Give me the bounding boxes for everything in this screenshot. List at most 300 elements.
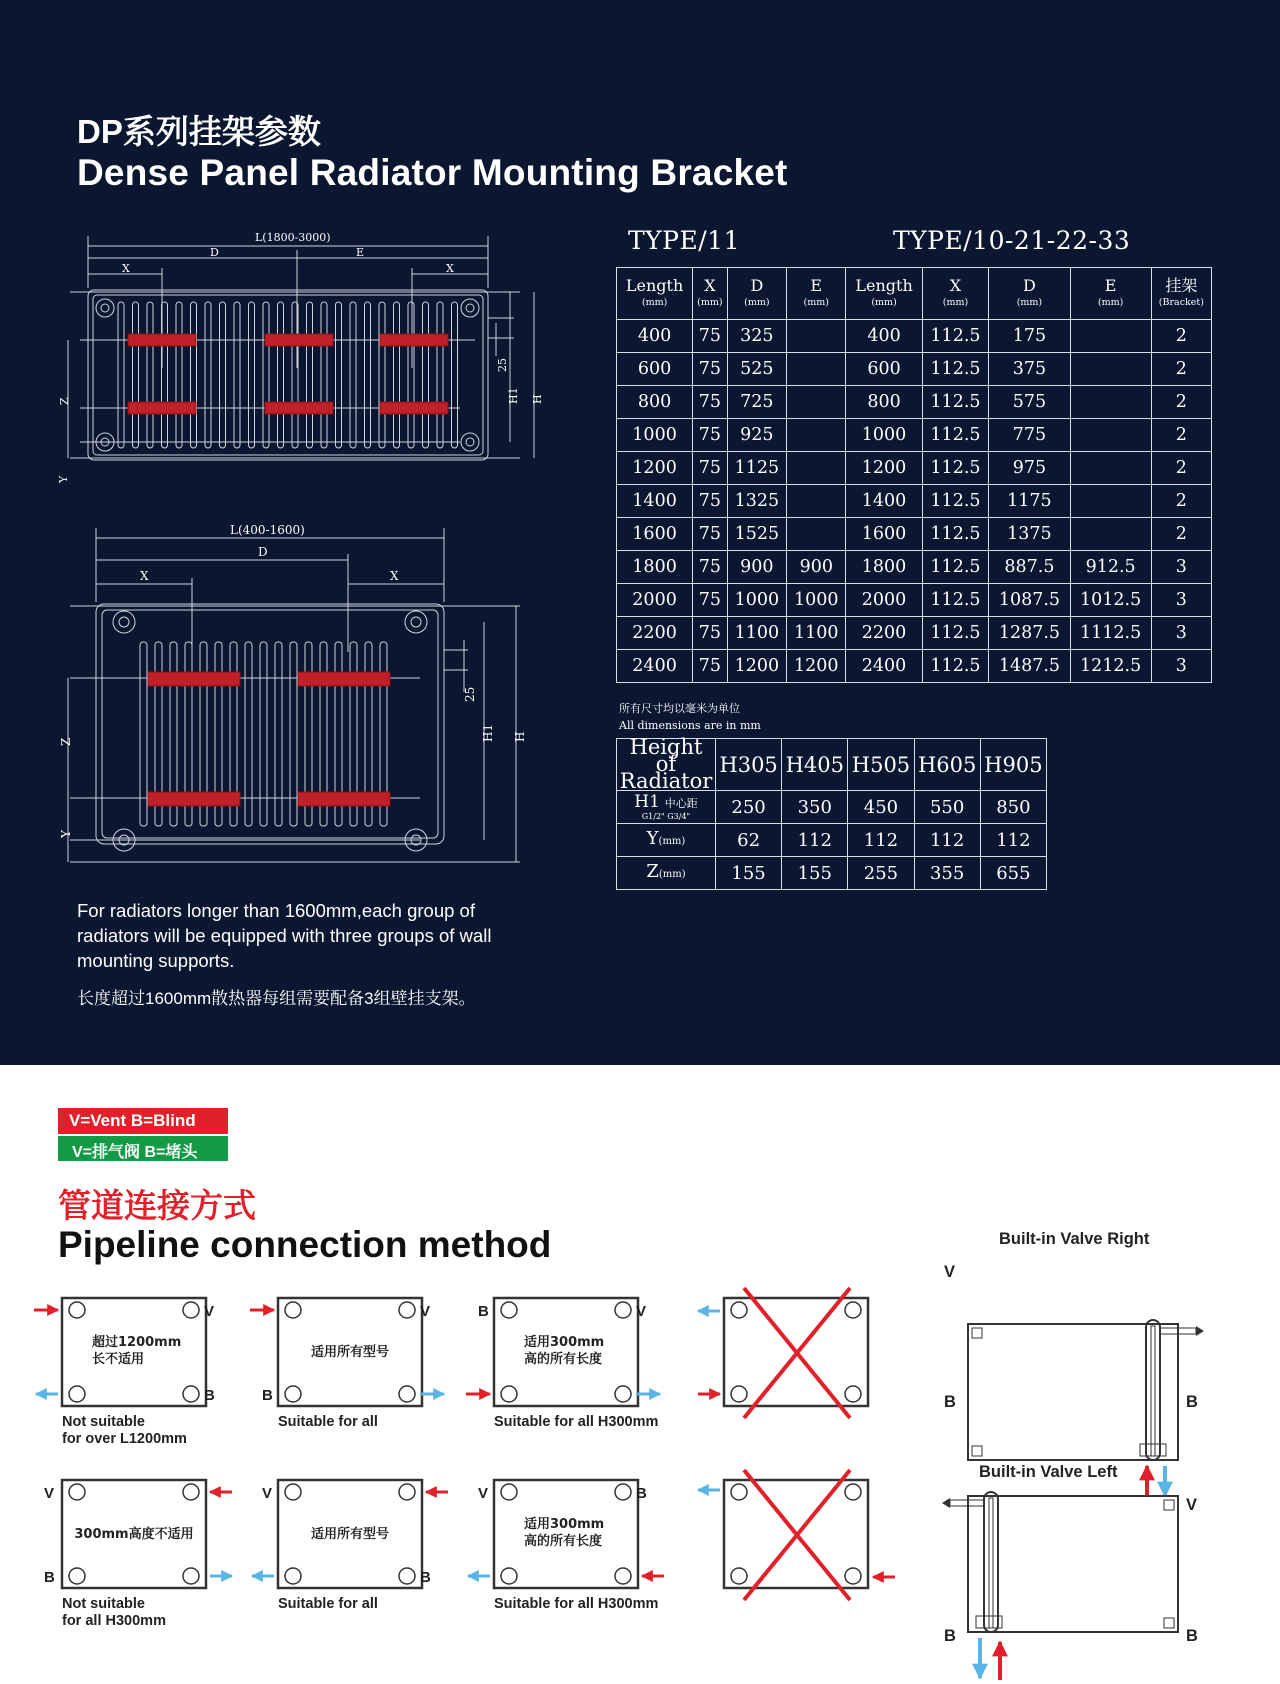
height-header-cell: H505 (848, 739, 914, 791)
units-note (619, 700, 761, 734)
bracket-cell: 925 (727, 419, 786, 452)
panel-caption-line: Not suitable (62, 1596, 145, 1612)
radiator-fin (220, 302, 226, 448)
radiator-fin (350, 302, 356, 448)
port-circle (285, 1484, 301, 1500)
radiator-fin (118, 302, 124, 448)
bracket-cell: 1200 (727, 650, 786, 683)
bracket-cell: 112.5 (922, 584, 989, 617)
bracket-cell: 600 (617, 353, 693, 386)
panel-inner-text: 适用所有型号 (310, 1527, 390, 1542)
valve-left-v: V (1186, 1496, 1198, 1514)
port-circle (183, 1302, 199, 1318)
panel-inner-text: 高的所有长度 (524, 1352, 603, 1367)
port-circle (285, 1568, 301, 1584)
type-11-heading: TYPE/11 (628, 226, 740, 255)
panel-caption (494, 1414, 658, 1431)
dim-e-label: E (356, 246, 365, 259)
bracket-cell: 1375 (989, 518, 1070, 551)
bracket-cell: 75 (693, 584, 727, 617)
dim-d-label: D (258, 545, 268, 559)
vent-label: V (262, 1485, 273, 1502)
bracket-cell: 112.5 (922, 518, 989, 551)
bracket-col-header (693, 268, 727, 320)
port-circle (615, 1302, 631, 1318)
dim-z-label: Z (59, 737, 73, 746)
bracket-cell: 1087.5 (989, 584, 1070, 617)
radiator-fin (321, 302, 327, 448)
bracket-cell: 1325 (727, 485, 786, 518)
h1-value-cell: 350 (782, 791, 848, 824)
bracket-cell (787, 320, 846, 353)
radiator-fin (263, 302, 269, 448)
bracket-cell: 2 (1151, 353, 1211, 386)
panel-inner-text: 适用300mm (524, 1335, 605, 1350)
dim-25-label: 25 (463, 686, 477, 702)
dim-x-left-label: X (122, 262, 130, 275)
port-circle (183, 1484, 199, 1500)
bracket-cell: 3 (1151, 584, 1211, 617)
pipeline-panel (466, 1298, 660, 1406)
panel-inner-text: 300mm高度不适用 (74, 1527, 194, 1542)
page-title-cn: DP系列挂架参数 (77, 113, 321, 150)
bracket-cell: 112.5 (922, 320, 989, 353)
radiator-fin (437, 302, 443, 448)
bracket-cell: 1800 (846, 551, 922, 584)
bracket-table (616, 267, 1212, 683)
bracket-cell: 1200 (787, 650, 846, 683)
bracket-diagram-long (57, 228, 550, 508)
radiator-fin (379, 302, 385, 448)
panel-caption-line: Suitable for all H300mm (494, 1414, 659, 1430)
h1-sub-label: G1/2" G3/4" (641, 811, 691, 821)
y-label: Y (646, 828, 659, 849)
blind-label: B (44, 1569, 55, 1586)
bracket-cell: 800 (617, 386, 693, 419)
port-circle (615, 1484, 631, 1500)
port-circle (399, 1484, 415, 1500)
height-header-cell: H305 (716, 739, 782, 791)
bracket-cell: 112.5 (922, 485, 989, 518)
bracket-cell (787, 518, 846, 551)
bracket-row (617, 452, 1212, 485)
dim-h1-label: H1 (481, 723, 495, 742)
bracket-row (617, 485, 1212, 518)
bracket-cell: 75 (693, 518, 727, 551)
bracket-col-header (727, 268, 786, 320)
bracket-col-unit: (Bracket) (1158, 296, 1204, 308)
h1-value-cell: 250 (716, 791, 782, 824)
dim-y-label: Y (59, 830, 73, 838)
bracket-cell: 912.5 (1070, 551, 1151, 584)
bracket-col-header (922, 268, 989, 320)
bracket-col-unit: (mm) (641, 296, 668, 308)
panel-caption-line: for over L1200mm (62, 1431, 187, 1447)
panel-inner-text: 适用所有型号 (310, 1345, 390, 1360)
radiator-fin (307, 302, 313, 448)
bracket-cell: 1112.5 (1070, 617, 1151, 650)
h1-cn-label: 中心距 (664, 796, 698, 810)
radiator-fin (249, 302, 255, 448)
bracket-row (617, 584, 1212, 617)
bracket-cell: 2 (1151, 485, 1211, 518)
bracket-cell: 112.5 (922, 419, 989, 452)
blind-label: B (636, 1485, 647, 1502)
radiator-fin (423, 302, 429, 448)
bracket-cell: 1600 (846, 518, 922, 551)
port-circle (183, 1568, 199, 1584)
height-corner-label: Height of Radiator (617, 739, 716, 791)
radiator-fin (191, 302, 197, 448)
bracket-cell: 75 (693, 650, 727, 683)
y-value-cell: 112 (782, 824, 848, 857)
y-value-cell: 112 (914, 824, 980, 857)
h1-row-label (617, 791, 716, 824)
y-unit: (mm) (658, 836, 686, 847)
height-table (616, 735, 1047, 890)
valve-right-v: V (944, 1263, 956, 1281)
bracket-cell: 112.5 (922, 650, 989, 683)
y-row-label (617, 824, 716, 857)
h1-label: H1 (634, 791, 660, 812)
radiator-fin (176, 302, 182, 448)
h1-value-cell: 850 (980, 791, 1046, 824)
bracket-cell: 1125 (727, 452, 786, 485)
bracket-cell (1070, 386, 1151, 419)
legend-cn: V=排气阀 B=堵头 (58, 1136, 228, 1161)
bracket-cell: 2200 (846, 617, 922, 650)
bracket-col-header (846, 268, 922, 320)
bracket-col-unit: (mm) (1097, 296, 1124, 308)
bracket-col-unit: (mm) (803, 296, 829, 308)
port-circle (69, 1484, 85, 1500)
panel-caption-line: Not suitable (62, 1414, 145, 1430)
bracket-cell: 112.5 (922, 353, 989, 386)
port-circle (399, 1386, 415, 1402)
panel-caption-line: Suitable for all (278, 1596, 378, 1612)
bracket-col-unit: (mm) (1016, 296, 1043, 308)
bracket-col-label: X (949, 275, 962, 295)
panel-caption (62, 1596, 166, 1630)
h1-value-cell: 550 (914, 791, 980, 824)
bracket-col-label: E (1104, 275, 1117, 295)
bracket-cell: 2200 (617, 617, 693, 650)
port-circle (615, 1568, 631, 1584)
bracket-cell: 1400 (846, 485, 922, 518)
type-multi-heading: TYPE/10-21-22-33 (893, 226, 1131, 255)
pipeline-diagrams (0, 1280, 1280, 1684)
bracket-cell: 600 (846, 353, 922, 386)
z-value-cell: 655 (980, 857, 1046, 890)
radiator-fin (278, 302, 284, 448)
bracket-col-unit: (mm) (942, 296, 969, 308)
port-circle (501, 1568, 517, 1584)
bracket-cell (787, 452, 846, 485)
bracket-cell: 975 (989, 452, 1070, 485)
not-allowed-diagram-top (698, 1288, 868, 1418)
bracket-col-label: D (1023, 275, 1036, 295)
not-allowed-diagram-bottom (698, 1470, 895, 1600)
bracket-cell: 2400 (617, 650, 693, 683)
bracket-row (617, 518, 1212, 551)
bracket-cell: 1000 (846, 419, 922, 452)
port-circle (501, 1302, 517, 1318)
valve-right-b-right: B (1186, 1393, 1198, 1411)
valve-left-b-left: B (944, 1627, 956, 1645)
bracket-row (617, 353, 1212, 386)
bracket-cell: 75 (693, 320, 727, 353)
bracket-col-label: X (704, 275, 716, 295)
bracket-cell: 3 (1151, 617, 1211, 650)
bracket-cell: 1100 (787, 617, 846, 650)
panel-caption (278, 1414, 378, 1431)
bracket-col-label: Length (855, 275, 913, 295)
bracket-cell: 775 (989, 419, 1070, 452)
dim-h1-label: H1 (507, 387, 520, 404)
bracket-cell: 1487.5 (989, 650, 1070, 683)
bracket-col-header (989, 268, 1070, 320)
bracket-cell: 2 (1151, 518, 1211, 551)
bracket-cell: 1175 (989, 485, 1070, 518)
bracket-note-cn: 长度超过1600mm散热器每组需要配备3组壁挂支架。 (77, 989, 476, 1008)
bracket-col-label: Length (625, 275, 684, 295)
z-unit: (mm) (658, 869, 686, 880)
bracket-cell: 1100 (727, 617, 786, 650)
bracket-row (617, 386, 1212, 419)
bracket-cell: 75 (693, 353, 727, 386)
port-circle (285, 1302, 301, 1318)
port-circle (399, 1568, 415, 1584)
panel-caption (278, 1596, 378, 1613)
bracket-row (617, 617, 1212, 650)
bracket-cell (1070, 353, 1151, 386)
bracket-cell (1070, 518, 1151, 551)
bracket-col-unit: (mm) (697, 296, 723, 308)
dim-x-right-label: X (446, 262, 454, 275)
bracket-row (617, 320, 1212, 353)
page-title-en: Dense Panel Radiator Mounting Bracket (77, 152, 788, 193)
dim-x-right-label: X (390, 569, 399, 583)
built-in-valve-left-diagram (942, 1492, 1178, 1680)
pipeline-panel (34, 1298, 215, 1406)
bracket-cell: 175 (989, 320, 1070, 353)
bracket-col-label: E (810, 275, 823, 295)
bracket-col-label: D (750, 275, 764, 295)
panel-caption-line: Suitable for all H300mm (494, 1596, 659, 1612)
bracket-cell: 112.5 (922, 617, 989, 650)
bracket-col-header (1151, 268, 1211, 320)
bracket-cell: 887.5 (989, 551, 1070, 584)
panel-caption (62, 1414, 187, 1448)
bracket-cell: 1200 (617, 452, 693, 485)
bracket-note-en: For radiators longer than 1600mm,each group of radiators will be equipped with three groups of wall mounting supports. (77, 900, 492, 971)
bracket-cell: 75 (693, 452, 727, 485)
panel-inner-text: 适用300mm (524, 1517, 605, 1532)
vent-label: V (636, 1303, 647, 1320)
dim-length-label: L(400-1600) (230, 523, 305, 537)
bracket-cell: 75 (693, 419, 727, 452)
bracket-cell: 1200 (846, 452, 922, 485)
radiator-fin (452, 302, 458, 448)
bracket-cell: 75 (693, 551, 727, 584)
blind-label: B (420, 1569, 431, 1586)
bracket-cell: 2400 (846, 650, 922, 683)
port-circle (69, 1302, 85, 1318)
panel-inner-text: 超过1200mm (92, 1335, 182, 1350)
dim-length-label: L(1800-3000) (255, 231, 331, 244)
bracket-cell: 112.5 (922, 386, 989, 419)
port-circle (399, 1302, 415, 1318)
panel-inner-text: 长不适用 (92, 1352, 145, 1367)
units-note-cn: 所有尺寸均以毫米为单位 (619, 702, 740, 715)
radiator-fin (147, 302, 153, 448)
bracket-cell (787, 386, 846, 419)
bracket-cell: 1287.5 (989, 617, 1070, 650)
bracket-cell: 1800 (617, 551, 693, 584)
bracket-cell (1070, 452, 1151, 485)
bracket-cell: 900 (727, 551, 786, 584)
bracket-cell (787, 485, 846, 518)
z-value-cell: 155 (782, 857, 848, 890)
pipeline-panel (250, 1298, 444, 1406)
bracket-cell: 112.5 (922, 551, 989, 584)
dim-h-label: H (513, 731, 527, 742)
units-note-en: All dimensions are in mm (619, 719, 761, 732)
radiator-fin (133, 302, 139, 448)
bracket-cell (1070, 485, 1151, 518)
bracket-cell: 525 (727, 353, 786, 386)
z-value-cell: 355 (914, 857, 980, 890)
bracket-cell: 3 (1151, 650, 1211, 683)
port-circle (501, 1386, 517, 1402)
bracket-cell: 1600 (617, 518, 693, 551)
pipeline-panel (252, 1480, 448, 1588)
blind-label: B (262, 1387, 273, 1404)
bracket-cell: 2 (1151, 320, 1211, 353)
y-value-cell: 62 (716, 824, 782, 857)
y-value-cell: 112 (980, 824, 1046, 857)
port-circle (285, 1386, 301, 1402)
bracket-cell: 75 (693, 617, 727, 650)
bracket-cell: 900 (787, 551, 846, 584)
bracket-cell: 75 (693, 485, 727, 518)
bracket-cell: 75 (693, 386, 727, 419)
vent-label: V (478, 1485, 489, 1502)
pipeline-panel (468, 1480, 664, 1588)
bracket-cell: 1000 (727, 584, 786, 617)
bracket-row (617, 419, 1212, 452)
bracket-cell: 375 (989, 353, 1070, 386)
pipeline-panel (44, 1480, 232, 1588)
panel-caption (494, 1596, 658, 1613)
dim-h-label: H (531, 394, 544, 404)
bracket-cell: 112.5 (922, 452, 989, 485)
dim-25-label: 25 (496, 358, 509, 372)
vent-label: V (204, 1303, 215, 1320)
port-circle (69, 1386, 85, 1402)
bracket-diagram-short (60, 522, 530, 867)
panel-caption-line: for all H300mm (62, 1613, 166, 1629)
radiator-fin (365, 302, 371, 448)
pipeline-title-en: Pipeline connection method (58, 1224, 552, 1265)
bracket-cell: 1400 (617, 485, 693, 518)
z-label: Z (646, 861, 659, 882)
valve-right-b-left: B (944, 1393, 956, 1411)
radiator-fin (205, 302, 211, 448)
bracket-cell: 1212.5 (1070, 650, 1151, 683)
dim-z-label: Z (58, 397, 71, 405)
height-header-cell: H905 (980, 739, 1046, 791)
h1-value-cell: 450 (848, 791, 914, 824)
z-row-label (617, 857, 716, 890)
bracket-cell: 725 (727, 386, 786, 419)
valve-right-title: Built-in Valve Right (999, 1230, 1150, 1248)
vent-label: V (44, 1485, 55, 1502)
blind-label: B (204, 1387, 215, 1404)
port-circle (501, 1484, 517, 1500)
bracket-cell: 325 (727, 320, 786, 353)
height-header-cell: H605 (914, 739, 980, 791)
dim-d-label: D (210, 246, 219, 259)
vent-label: V (420, 1303, 431, 1320)
radiator-fin (234, 302, 240, 448)
bracket-cell: 2 (1151, 419, 1211, 452)
radiator-fin (336, 302, 342, 448)
bracket-cell: 2 (1151, 386, 1211, 419)
bracket-cell: 800 (846, 386, 922, 419)
panel-inner-text: 高的所有长度 (524, 1534, 603, 1549)
bracket-col-label: 挂架 (1165, 275, 1198, 295)
bracket-col-header (617, 268, 693, 320)
bracket-cell: 400 (846, 320, 922, 353)
bracket-cell (787, 353, 846, 386)
y-value-cell: 112 (848, 824, 914, 857)
bracket-cell: 1000 (787, 584, 846, 617)
bracket-cell: 1000 (617, 419, 693, 452)
bracket-cell: 2000 (846, 584, 922, 617)
bracket-cell: 1012.5 (1070, 584, 1151, 617)
port-circle (69, 1568, 85, 1584)
bracket-row (617, 650, 1212, 683)
bracket-cell: 1525 (727, 518, 786, 551)
panel-caption-line: Suitable for all (278, 1414, 378, 1430)
dim-y-label: Y (57, 475, 70, 483)
bracket-cell: 400 (617, 320, 693, 353)
pipeline-title-cn: 管道连接方式 (58, 1187, 256, 1224)
bracket-cell: 3 (1151, 551, 1211, 584)
bracket-cell (1070, 320, 1151, 353)
bracket-col-unit: (mm) (744, 296, 770, 308)
radiator-fin (394, 302, 400, 448)
port-circle (615, 1386, 631, 1402)
bracket-cell: 2 (1151, 452, 1211, 485)
z-value-cell: 255 (848, 857, 914, 890)
bracket-col-header (1070, 268, 1151, 320)
blind-label: B (478, 1303, 489, 1320)
height-header-cell: H405 (782, 739, 848, 791)
port-circle (183, 1386, 199, 1402)
bracket-cell: 2000 (617, 584, 693, 617)
bracket-cell (1070, 419, 1151, 452)
legend-en: V=Vent B=Blind (58, 1108, 228, 1134)
bracket-col-header (787, 268, 846, 320)
bracket-col-unit: (mm) (871, 296, 897, 308)
bracket-cell (787, 419, 846, 452)
dim-x-left-label: X (140, 569, 149, 583)
bracket-row (617, 551, 1212, 584)
z-value-cell: 155 (716, 857, 782, 890)
bracket-cell: 575 (989, 386, 1070, 419)
